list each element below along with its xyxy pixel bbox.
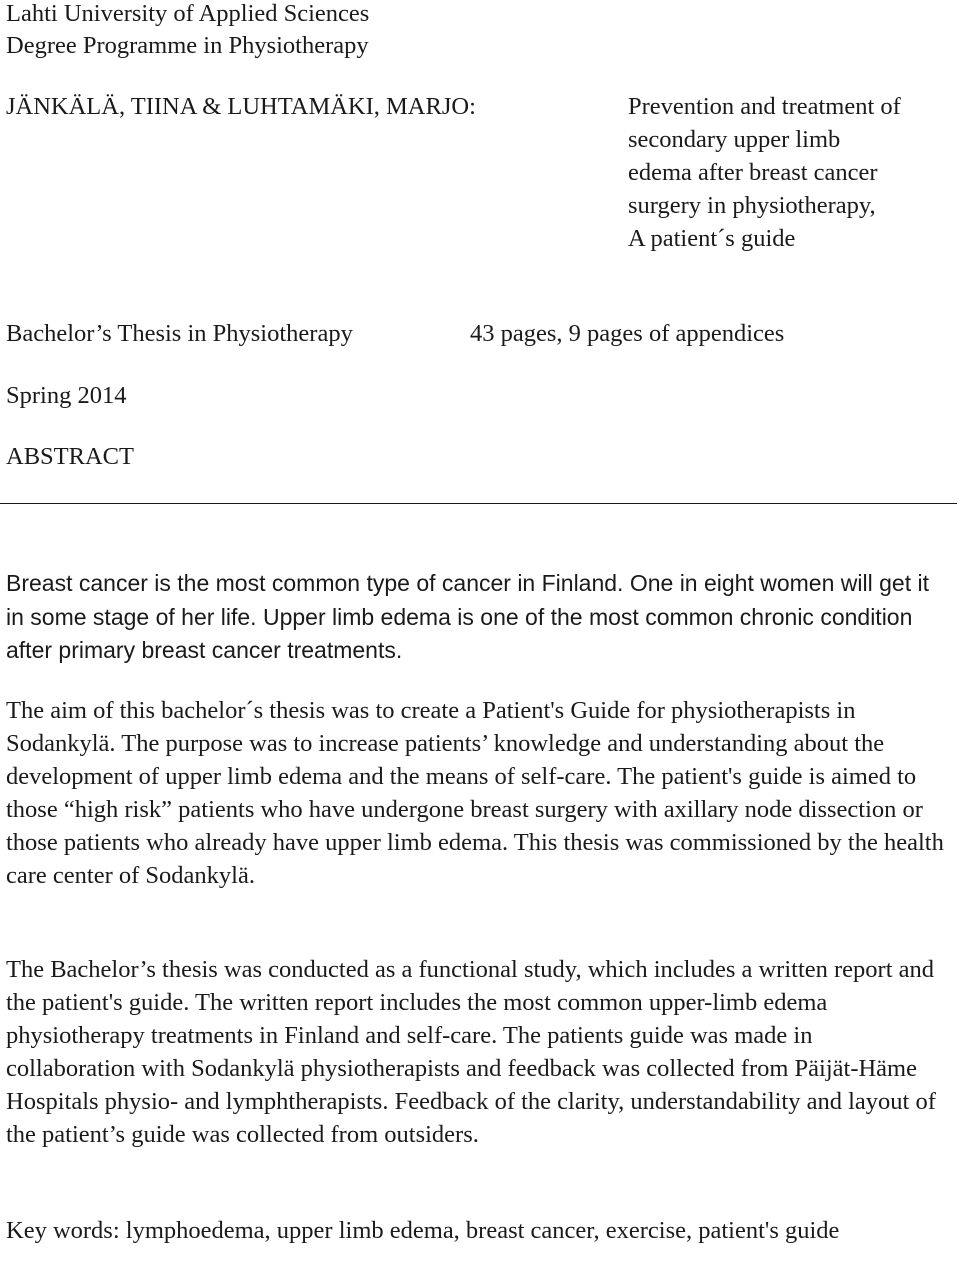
authors: JÄNKÄLÄ, TIINA & LUHTAMÄKI, MARJO:: [6, 93, 476, 120]
abstract-paragraph-2: [6, 695, 946, 892]
title-line: Prevention and treatment of: [628, 93, 901, 120]
paragraph-text: The Bachelor’s thesis was conducted as a functional study, which includes a written report and the patient's guide. The written report includes the most common upper-limb edema physiotherapy treatments in Finland and self-care. The patients guide was made in collaboration with Sodankylä physiotherapists and feedback was collected from Päijät-Häme Hospitals physio- and lymphtherapists. Feedback of the clarity, understandability and layout of the patient’s guide was collected from outsiders.: [6, 956, 936, 1148]
keywords-text: Key words: lymphoedema, upper limb edema, breast cancer, exercise, patient's guide: [6, 1217, 840, 1244]
abstract-paragraph-3: [6, 954, 946, 1151]
paragraph-text: The aim of this bachelor´s thesis was to create a Patient's Guide for physiotherapists in Sodankylä. The purpose was to increase patients’ knowledge and understanding about the development of upper limb edema and the means of self-care. The patient's guide is aimed to those “high risk” patients who have undergone breast surgery with axillary node dissection or those patients who already have upper limb edema. This thesis was commissioned by the health care center of Sodankylä.: [6, 697, 944, 889]
abstract-paragraph-1: [6, 567, 946, 668]
title-line: surgery in physiotherapy,: [628, 192, 876, 219]
divider: [0, 503, 957, 504]
thesis-type: Bachelor’s Thesis in Physiotherapy: [6, 320, 353, 347]
page-count: 43 pages, 9 pages of appendices: [470, 320, 785, 347]
keywords: [6, 1215, 946, 1248]
term: Spring 2014: [6, 382, 127, 409]
degree-programme: Degree Programme in Physiotherapy: [6, 32, 369, 59]
abstract-heading: ABSTRACT: [6, 443, 134, 470]
paragraph-text: Breast cancer is the most common type of cancer in Finland. One in eight women will get it in some stage of her life. Upper limb edema is one of the most common chronic condition after primary breast cancer treatments.: [6, 570, 929, 663]
title-line: secondary upper limb: [628, 126, 841, 153]
title-line: edema after breast cancer: [628, 159, 878, 186]
title-line: A patient´s guide: [628, 225, 796, 252]
university-name: Lahti University of Applied Sciences: [6, 0, 370, 27]
